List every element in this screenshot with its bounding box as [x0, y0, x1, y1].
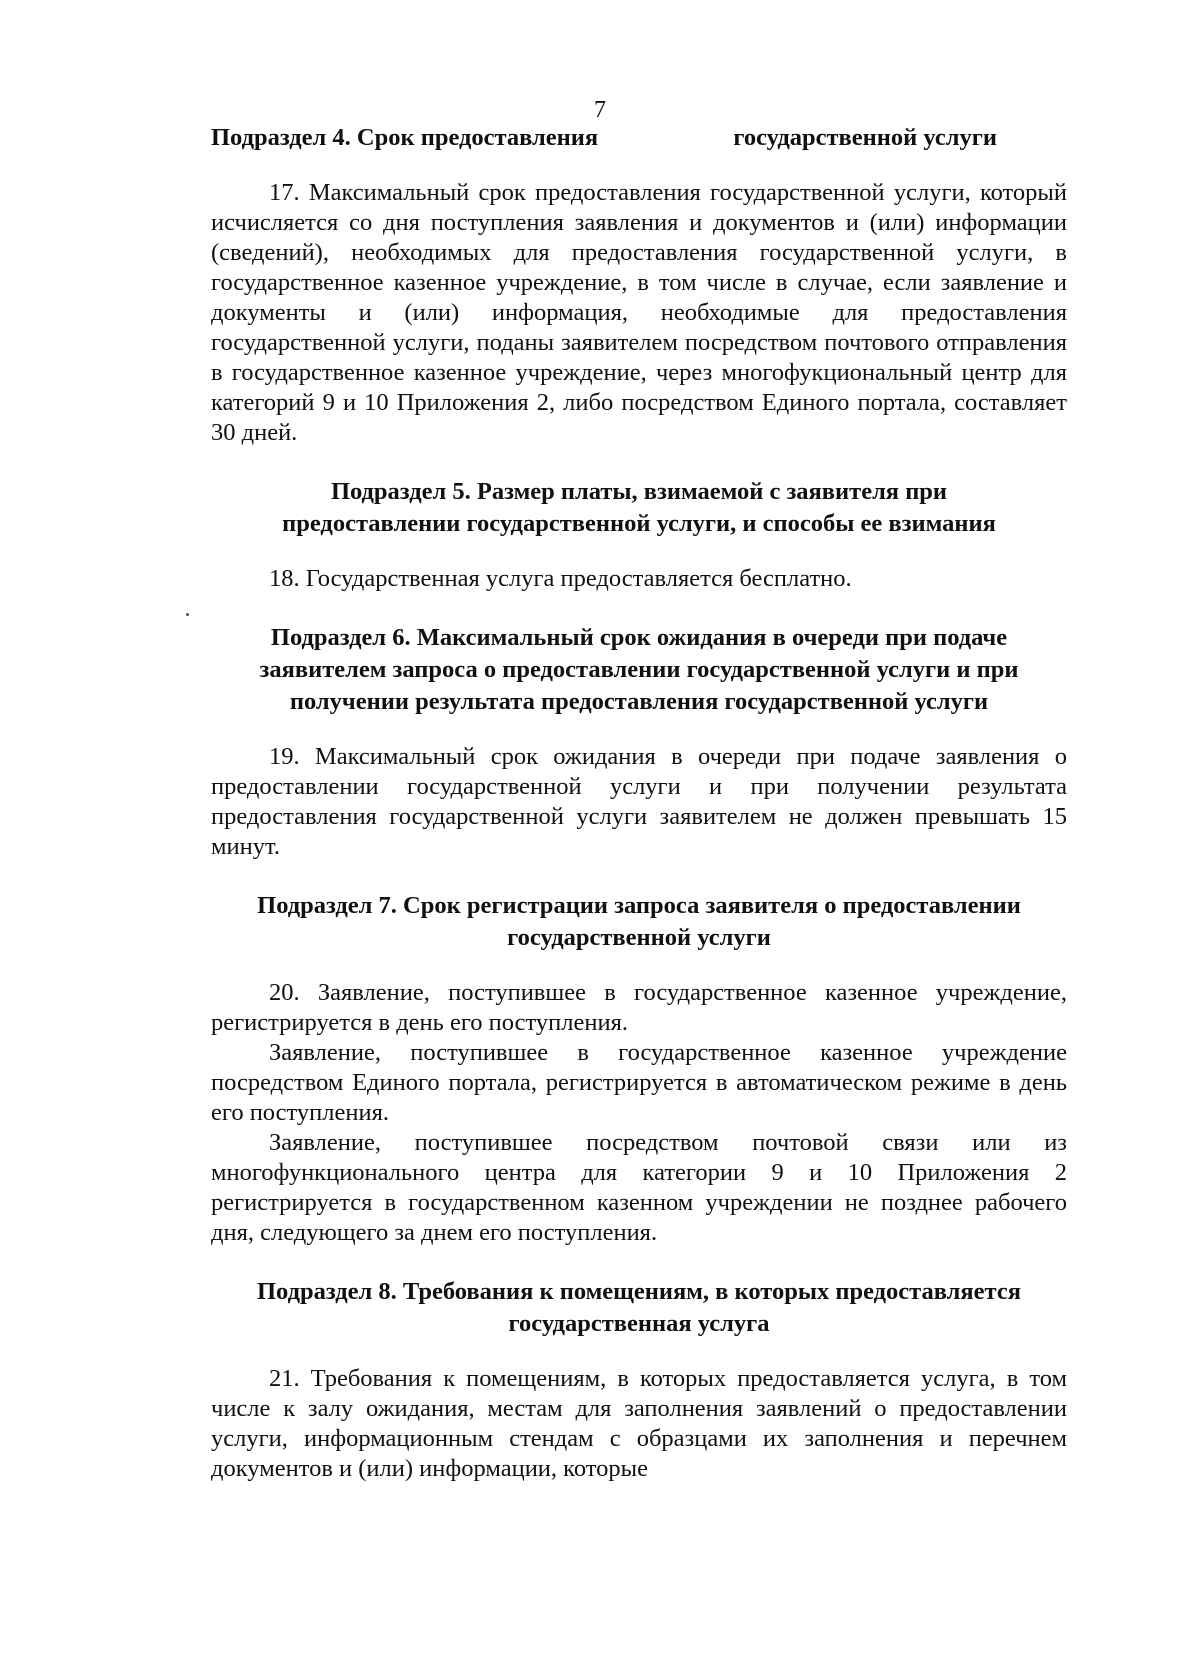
section-6-heading: Подраздел 6. Максимальный срок ожидания в очереди при подаче заявителем запроса о предоставлении государственной услуги и при получении результата предоставления государственной услуги: [259, 624, 1019, 715]
paragraph-20-c: Заявление, поступившее посредством почтовой связи или из многофункционального центра для категории 9 и 10 Приложения 2 регистрируется в государственном казенном учреждении не позднее рабочего дня, следующего за днем его поступления.: [211, 1129, 1067, 1246]
section-8-heading: Подраздел 8. Требования к помещениям, в которых предоставляется государственная услуга: [257, 1278, 1021, 1337]
paragraph-18: 18. Государственная услуга предоставляется бесплатно.: [269, 565, 852, 592]
document-body: [211, 122, 1067, 1484]
page-number: 7: [594, 97, 606, 123]
paragraph-17: 17. Максимальный срок предоставления государственной услуги, который исчисляется со дня поступления заявления и документов и (или) информации (сведений), необходимых для предоставления государственной услуги, в государственное казенное учреждение, в том числе в случае, если заявление и документы и (или) информация, необходимые для предоставления государственной услуги, поданы заявителем посредством почтового отправления в государственное казенное учреждение, через многофукциональный центр для категорий 9 и 10 Приложения 2, либо посредством Единого портала, составляет 30 дней.: [211, 179, 1067, 446]
section-4-heading-part1: Подраздел 4. Срок предоставления: [211, 124, 599, 151]
section-4-heading: [211, 122, 1067, 154]
paragraph-19: 19. Максимальный срок ожидания в очереди при подаче заявления о предоставлении государственной услуги и при получении результата предоставления государственной услуги заявителем не должен превышать 15 минут.: [211, 743, 1067, 860]
section-4-heading-part2: государственной услуги: [733, 124, 997, 151]
paragraph-21: 21. Требования к помещениям, в которых предоставляется услуга, в том числе к залу ожидания, местам для заполнения заявлений о предоставлении услуги, информационным стендам с образцами их заполнения и перечнем документов и (или) информации, которые: [211, 1365, 1067, 1482]
scan-speck: [186, 613, 189, 616]
paragraph-20: 20. Заявление, поступившее в государственное казенное учреждение, регистрируется в день его поступления.: [211, 979, 1067, 1036]
section-7-heading: Подраздел 7. Срок регистрации запроса заявителя о предоставлении государственной услуги: [257, 892, 1021, 951]
paragraph-20-b: Заявление, поступившее в государственное казенное учреждение посредством Единого портала, регистрируется в автоматическом режиме в день его поступления.: [211, 1039, 1067, 1126]
section-5-heading: Подраздел 5. Размер платы, взимаемой с заявителя при предоставлении государственной услуги, и способы ее взимания: [282, 478, 996, 537]
